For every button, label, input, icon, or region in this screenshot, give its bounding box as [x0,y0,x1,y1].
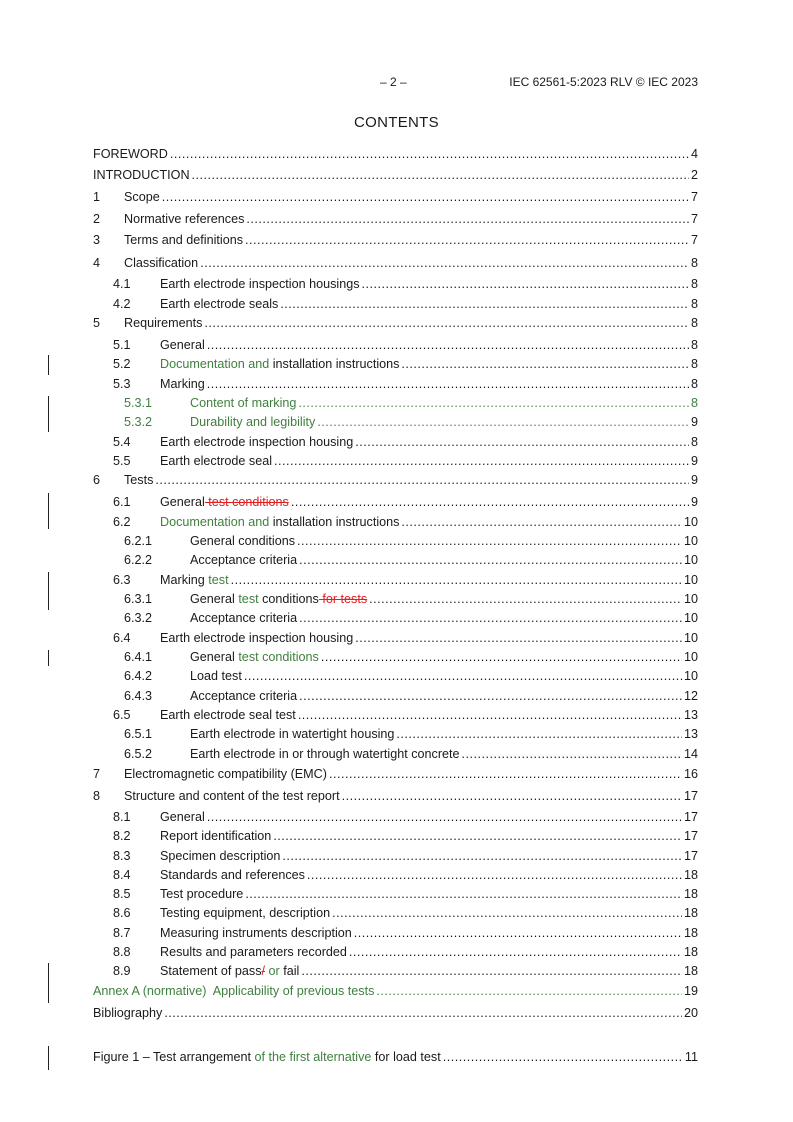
toc-entry-page: 8 [690,277,698,291]
toc-entry-title: Annex A (normative) Applicability of previous tests [93,984,375,998]
toc-entry-title: Earth electrode in watertight housing [190,727,395,741]
toc-entry-8-1[interactable] [113,809,698,826]
change-bar [48,396,49,432]
page-header [0,75,793,93]
dot-leader [307,867,682,884]
toc-entry-page: 7 [690,233,698,247]
toc-entry-number: 6.4.3 [124,689,153,703]
toc-entry-number: 2 [93,212,101,226]
toc-entry-title: Test procedure [160,887,244,901]
dot-leader [299,688,682,705]
inserted-text: test [208,573,229,587]
toc-entry-title: Durability and legibility [190,415,316,429]
inserted-text: of the first alternative [250,1050,372,1064]
toc-entry-number: 6.4.2 [124,669,153,683]
toc-entry-page: 9 [690,473,698,487]
dot-leader [282,848,682,865]
toc-entry-6-1[interactable] [113,494,698,511]
dot-leader [329,766,682,783]
toc-entry-page: 8 [690,435,698,449]
dot-leader [192,167,689,184]
toc-entry-page: 10 [683,631,698,645]
dot-leader [298,395,689,412]
dot-leader [207,376,689,393]
toc-entry-title: Electromagnetic compatibility (EMC) [124,767,327,781]
contents-title: CONTENTS [354,114,439,131]
toc-entry-8-3[interactable] [113,848,698,865]
toc-entry-2[interactable] [93,211,698,228]
toc-entry-8-9[interactable] [113,963,698,980]
toc-entry-title: Earth electrode inspection housing [160,435,354,449]
toc-entry-8-4[interactable] [113,867,698,884]
toc-entry-6-3[interactable] [113,572,698,589]
toc-entry-page: 13 [683,727,698,741]
toc-entry-title: Classification [124,256,199,270]
inserted-text: Documentation and [160,357,270,371]
toc-entry-6-3-2[interactable] [124,610,698,627]
toc-entry-title: Content of marking [190,396,297,410]
toc-entry-title: Earth electrode in or through watertight concrete [190,747,460,761]
toc-entry-8-5[interactable] [113,886,698,903]
title-text: fail [279,964,300,978]
toc-entry-6-4-3[interactable] [124,688,698,705]
toc-entry-title [160,356,399,373]
toc-entry-title [190,649,319,666]
toc-entry-8-6[interactable] [113,905,698,922]
toc-entry-title: General conditions [190,534,296,548]
toc-entry-page: 10 [683,650,698,664]
dot-leader [244,668,682,685]
toc-entry-title: Earth electrode seal [160,454,273,468]
toc-entry-page: 10 [683,534,698,548]
change-bar [48,572,49,610]
toc-entry-page: 8 [690,316,698,330]
dot-leader [462,746,682,763]
toc-entry-5[interactable] [93,315,698,332]
toc-entry-page: 14 [683,747,698,761]
deleted-text: for tests [318,592,368,606]
toc-entry-number: 6.2.1 [124,534,153,548]
inserted-text: Documentation and [160,515,270,529]
dot-leader [207,809,682,826]
toc-entry-page: 10 [683,592,698,606]
toc-entry-number: 4.2 [113,297,131,311]
toc-entry-5-4[interactable] [113,434,698,451]
toc-entry-page: 10 [683,573,698,587]
toc-entry-annex-a[interactable] [93,983,698,1000]
toc-entry-number: 5.3.1 [124,396,153,410]
toc-entry-number: 5.5 [113,454,131,468]
dot-leader [401,514,682,531]
dot-leader [245,232,689,249]
toc-entry-title: Acceptance criteria [190,553,298,567]
toc-entry-5-3-2[interactable] [124,414,698,431]
toc-entry-introduction[interactable] [93,167,698,184]
toc-entry-title: FOREWORD [93,147,168,161]
title-text: Marking [160,573,205,587]
toc-entry-number: 8.3 [113,849,131,863]
toc-entry-6[interactable] [93,472,698,489]
toc-entry-number: 8.4 [113,868,131,882]
toc-entry-number: 6 [93,473,101,487]
toc-entry-number: 6.2.2 [124,553,153,567]
toc-entry-8-8[interactable] [113,944,698,961]
toc-entry-page: 9 [690,495,698,509]
toc-entry-page: 10 [683,669,698,683]
toc-entry-title: Earth electrode seals [160,297,279,311]
dot-leader [280,296,689,313]
dot-leader [354,925,682,942]
toc-entry-title: Normative references [124,212,245,226]
toc-entry-number: 8.9 [113,964,131,978]
toc-entry-page: 10 [683,553,698,567]
dot-leader [369,591,682,608]
toc-entry-title: Report identification [160,829,272,843]
toc-entry-page: 18 [683,945,698,959]
toc-entry-page: 12 [683,689,698,703]
toc-entry-number: 6.5 [113,708,131,722]
toc-entry-page: 11 [684,1050,698,1064]
dot-leader [164,1005,682,1022]
toc-entry-title: Tests [124,473,154,487]
toc-entry-page: 20 [683,1006,698,1020]
toc-entry-8-2[interactable] [113,828,698,845]
toc-entry-page: 18 [683,906,698,920]
toc-entry-title: Earth electrode inspection housing [160,631,354,645]
change-bar [48,963,49,1003]
toc-entry-foreword[interactable] [93,146,698,163]
toc-entry-1[interactable] [93,189,698,206]
toc-entry-number: 5 [93,316,101,330]
toc-entry-page: 4 [690,147,698,161]
toc-entry-number: 4 [93,256,101,270]
toc-entry-5-3[interactable] [113,376,698,393]
toc-entry-page: 17 [683,810,698,824]
toc-entry-title [160,963,299,980]
toc-entry-number: 6.5.1 [124,727,153,741]
dot-leader [301,963,682,980]
toc-entry-number: 5.3.2 [124,415,153,429]
toc-entry-title [190,591,367,608]
dot-leader [246,211,689,228]
dot-leader [297,533,682,550]
toc-entry-6-4-2[interactable] [124,668,698,685]
toc-entry-page: 2 [690,168,698,182]
dot-leader [321,649,682,666]
title-text: conditions [262,592,319,606]
toc-entry-figure-1[interactable] [93,1049,698,1066]
toc-entry-number: 8.8 [113,945,131,959]
toc-entry-page: 8 [690,297,698,311]
toc-entry-page: 8 [690,256,698,270]
toc-entry-title [93,1049,441,1066]
title-text: for load test [371,1050,441,1064]
toc-entry-number: 6.3.1 [124,592,153,606]
toc-entry-number: 1 [93,190,101,204]
inserted-text: test [238,592,259,606]
toc-entry-page: 16 [683,767,698,781]
toc-entry-5-5[interactable] [113,453,698,470]
deleted-text: test conditions [204,495,289,509]
dot-leader [401,356,689,373]
dot-leader [231,572,682,589]
dot-leader [355,434,689,451]
toc-entry-6-5-2[interactable] [124,746,698,763]
change-bar [48,650,49,666]
toc-entry-page: 17 [683,849,698,863]
toc-entry-7[interactable] [93,766,698,783]
toc-entry-number: 6.3 [113,573,131,587]
toc-entry-number: 8.1 [113,810,131,824]
toc-entry-page: 10 [683,515,698,529]
toc-entry-page: 9 [690,454,698,468]
dot-leader [342,788,682,805]
dot-leader [349,944,682,961]
toc-entry-4-2[interactable] [113,296,698,313]
dot-leader [200,255,689,272]
toc-entry-title: Bibliography [93,1006,163,1020]
change-bar [48,1046,49,1070]
toc-entry-number: 5.2 [113,357,131,371]
toc-entry-title: Terms and definitions [124,233,244,247]
toc-entry-number: 8 [93,789,101,803]
toc-entry-page: 8 [690,357,698,371]
dot-leader [396,726,682,743]
toc-entry-page: 18 [683,964,698,978]
title-text: General [160,495,205,509]
toc-entry-page: 18 [683,926,698,940]
toc-entry-number: 6.5.2 [124,747,153,761]
toc-entry-6-5[interactable] [113,707,698,724]
inserted-text: or [265,964,280,978]
toc-entry-6-2-2[interactable] [124,552,698,569]
toc-entry-number: 8.5 [113,887,131,901]
toc-entry-number: 5.3 [113,377,131,391]
toc-entry-number: 6.4 [113,631,131,645]
toc-entry-page: 10 [683,611,698,625]
toc-entry-number: 5.4 [113,435,131,449]
dot-leader [162,189,689,206]
toc-entry-page: 18 [683,887,698,901]
toc-entry-title: Requirements [124,316,203,330]
toc-entry-page: 8 [690,377,698,391]
toc-entry-4-1[interactable] [113,276,698,293]
title-text: installation instructions [269,357,400,371]
toc-entry-title: General [160,338,205,352]
toc-entry-number: 6.4.1 [124,650,153,664]
dot-leader [274,453,689,470]
toc-entry-page: 8 [690,338,698,352]
toc-entry-8[interactable] [93,788,698,805]
dot-leader [299,610,682,627]
toc-entry-title: INTRODUCTION [93,168,190,182]
dot-leader [204,315,689,332]
dot-leader [155,472,689,489]
toc-entry-5-1[interactable] [113,337,698,354]
dot-leader [443,1049,683,1066]
title-text: Figure 1 – Test arrangement [93,1050,251,1064]
toc-entry-title: Earth electrode inspection housings [160,277,360,291]
toc-entry-page: 7 [690,212,698,226]
toc-entry-title [160,494,289,511]
toc-entry-number: 8.2 [113,829,131,843]
toc-entry-number: 6.2 [113,515,131,529]
toc-entry-number: 4.1 [113,277,131,291]
toc-entry-4[interactable] [93,255,698,272]
toc-entry-6-5-1[interactable] [124,726,698,743]
dot-leader [299,552,682,569]
toc-entry-title: General [160,810,205,824]
toc-entry-page: 9 [690,415,698,429]
toc-entry-page: 17 [683,829,698,843]
toc-entry-number: 7 [93,767,101,781]
title-text: General [190,650,235,664]
toc-entry-page: 7 [690,190,698,204]
toc-entry-title: Load test [190,669,242,683]
toc-entry-title: Results and parameters recorded [160,945,347,959]
toc-entry-title: Standards and references [160,868,305,882]
toc-entry-6-3-1[interactable] [124,591,698,608]
toc-entry-page: 13 [683,708,698,722]
toc-entry-5-2[interactable] [113,356,698,373]
toc-entry-number: 3 [93,233,101,247]
toc-entry-number: 8.6 [113,906,131,920]
toc-entry-6-2[interactable] [113,514,698,531]
toc-entry-title: Measuring instruments description [160,926,352,940]
toc-entry-6-2-1[interactable] [124,533,698,550]
toc-entry-page: 18 [683,868,698,882]
toc-entry-title: Specimen description [160,849,281,863]
toc-entry-title [160,572,229,589]
dot-leader [273,828,682,845]
toc-entry-5-3-1[interactable] [124,395,698,412]
dot-leader [376,983,682,1000]
toc-entry-number: 8.7 [113,926,131,940]
toc-entry-title: Acceptance criteria [190,611,298,625]
dot-leader [291,494,689,511]
dot-leader [207,337,689,354]
toc-entry-title: Structure and content of the test report [124,789,340,803]
toc-entry-number: 5.1 [113,338,131,352]
dot-leader [317,414,689,431]
toc-entry-page: 8 [690,396,698,410]
dot-leader [298,707,682,724]
toc-entry-page: 19 [683,984,698,998]
dot-leader [170,146,689,163]
inserted-text: test conditions [238,650,319,664]
dot-leader [245,886,682,903]
toc-entry-6-4[interactable] [113,630,698,647]
toc-entry-8-7[interactable] [113,925,698,942]
toc-entry-page: 17 [683,789,698,803]
toc-entry-title: Earth electrode seal test [160,708,296,722]
dot-leader [332,905,682,922]
change-bar [48,355,49,375]
change-bar [48,493,49,529]
toc-entry-title: Acceptance criteria [190,689,298,703]
toc-entry-3[interactable] [93,232,698,249]
toc-entry-title: Scope [124,190,160,204]
dot-leader [355,630,682,647]
title-text: installation instructions [269,515,400,529]
toc-entry-number: 6.3.2 [124,611,153,625]
dot-leader [362,276,689,293]
document-id: IEC 62561-5:2023 RLV © IEC 2023 [509,75,698,89]
title-text: Statement of pass [160,964,262,978]
page-number: – 2 – [380,75,407,89]
deleted-text: / [261,964,266,978]
toc-entry-bibliography[interactable] [93,1005,698,1022]
toc-entry-number: 6.1 [113,495,131,509]
title-text: General [190,592,235,606]
toc-entry-6-4-1[interactable] [124,649,698,666]
toc-entry-title [160,514,399,531]
toc-entry-title: Testing equipment, description [160,906,331,920]
toc-entry-title: Marking [160,377,205,391]
